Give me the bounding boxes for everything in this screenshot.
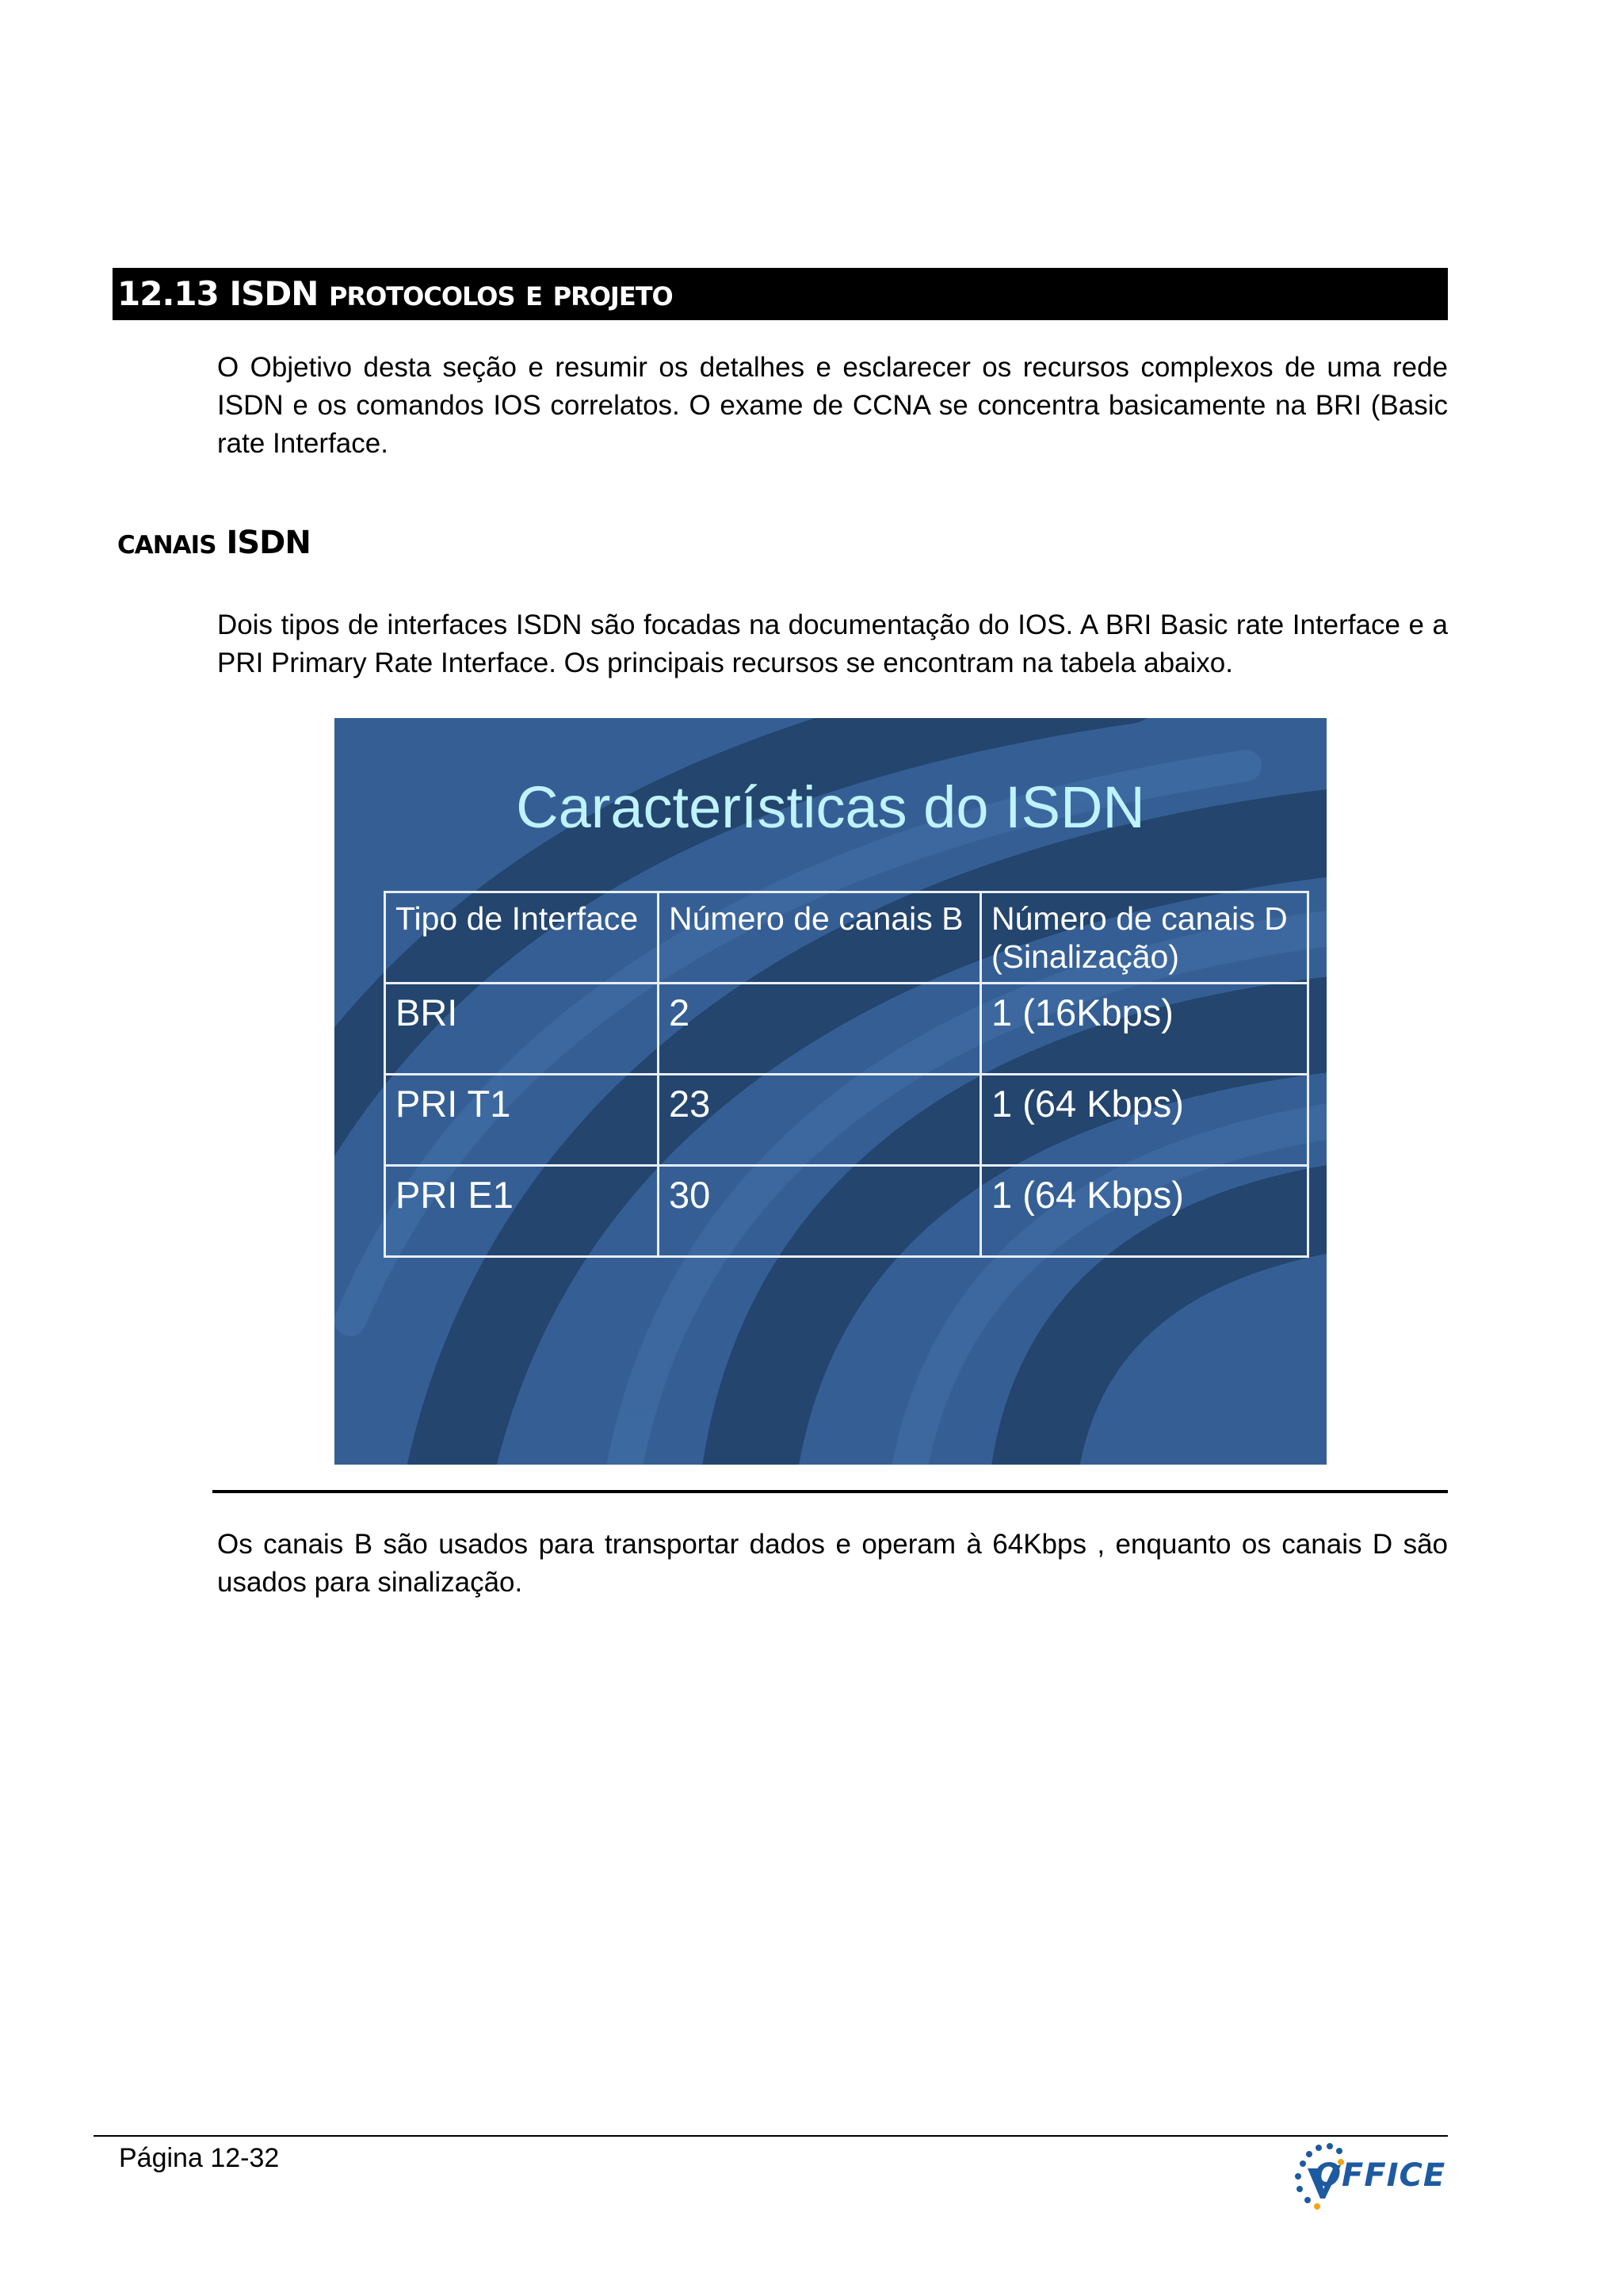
logo-text: OFFICE <box>1314 2157 1446 2194</box>
slide-figure <box>334 718 1327 1465</box>
table-cell: 1 (64 Kbps) <box>981 1075 1308 1166</box>
table-row <box>385 1075 1308 1166</box>
table-cell: BRI <box>385 984 659 1075</box>
section-title-rest-2: E <box>525 281 542 311</box>
subsection-title-small: CANAIS <box>117 531 216 560</box>
table-cell: 2 <box>659 984 981 1075</box>
table-cell: 1 (16Kbps) <box>981 984 1308 1075</box>
section-heading <box>113 268 1448 320</box>
subsection-heading <box>117 525 311 561</box>
footer-rule <box>94 2135 1448 2137</box>
table-cell: 1 (64 Kbps) <box>981 1166 1308 1257</box>
intro-paragraph: O Objetivo desta seção e resumir os detalhes e esclarecer os recursos complexos de uma rede ISDN e os comandos IOS correlatos. O exame de CCNA se concentra basicamente na BRI (Basic rate Interface. <box>217 352 1448 459</box>
isdn-table <box>384 891 1309 1258</box>
table-row <box>385 984 1308 1075</box>
table-cell: 23 <box>659 1075 981 1166</box>
closing-paragraph: Os canais B são usados para transportar dados e operam à 64Kbps , enquanto os canais D são usados para sinalização. <box>217 1529 1448 1598</box>
table-cell: 30 <box>659 1166 981 1257</box>
table-cell: PRI E1 <box>385 1166 659 1257</box>
header-cell: Número de canais B <box>659 892 981 984</box>
table-header-row <box>385 892 1308 984</box>
table-row <box>385 1166 1308 1257</box>
section-title-rest-1: PROTOCOLOS <box>329 281 515 311</box>
subsection-paragraph: Dois tipos de interfaces ISDN são focadas na documentação do IOS. A BRI Basic rate Interface e a PRI Primary Rate Interface. Os principais recursos se encontram na tabela abaixo. <box>217 609 1448 678</box>
section-number: 12.13 <box>117 274 219 313</box>
page-number: Página 12-32 <box>119 2143 280 2173</box>
divider-rule <box>212 1490 1448 1493</box>
section-title-main: ISDN <box>229 274 319 313</box>
slide-title: Características do ISDN <box>516 774 1145 840</box>
header-cell: Número de canais D (Sinalização) <box>981 892 1308 984</box>
table-cell: PRI T1 <box>385 1075 659 1166</box>
subsection-title-main: ISDN <box>226 525 311 561</box>
header-cell: Tipo de Interface <box>385 892 659 984</box>
section-title-rest-3: PROJETO <box>552 281 673 311</box>
